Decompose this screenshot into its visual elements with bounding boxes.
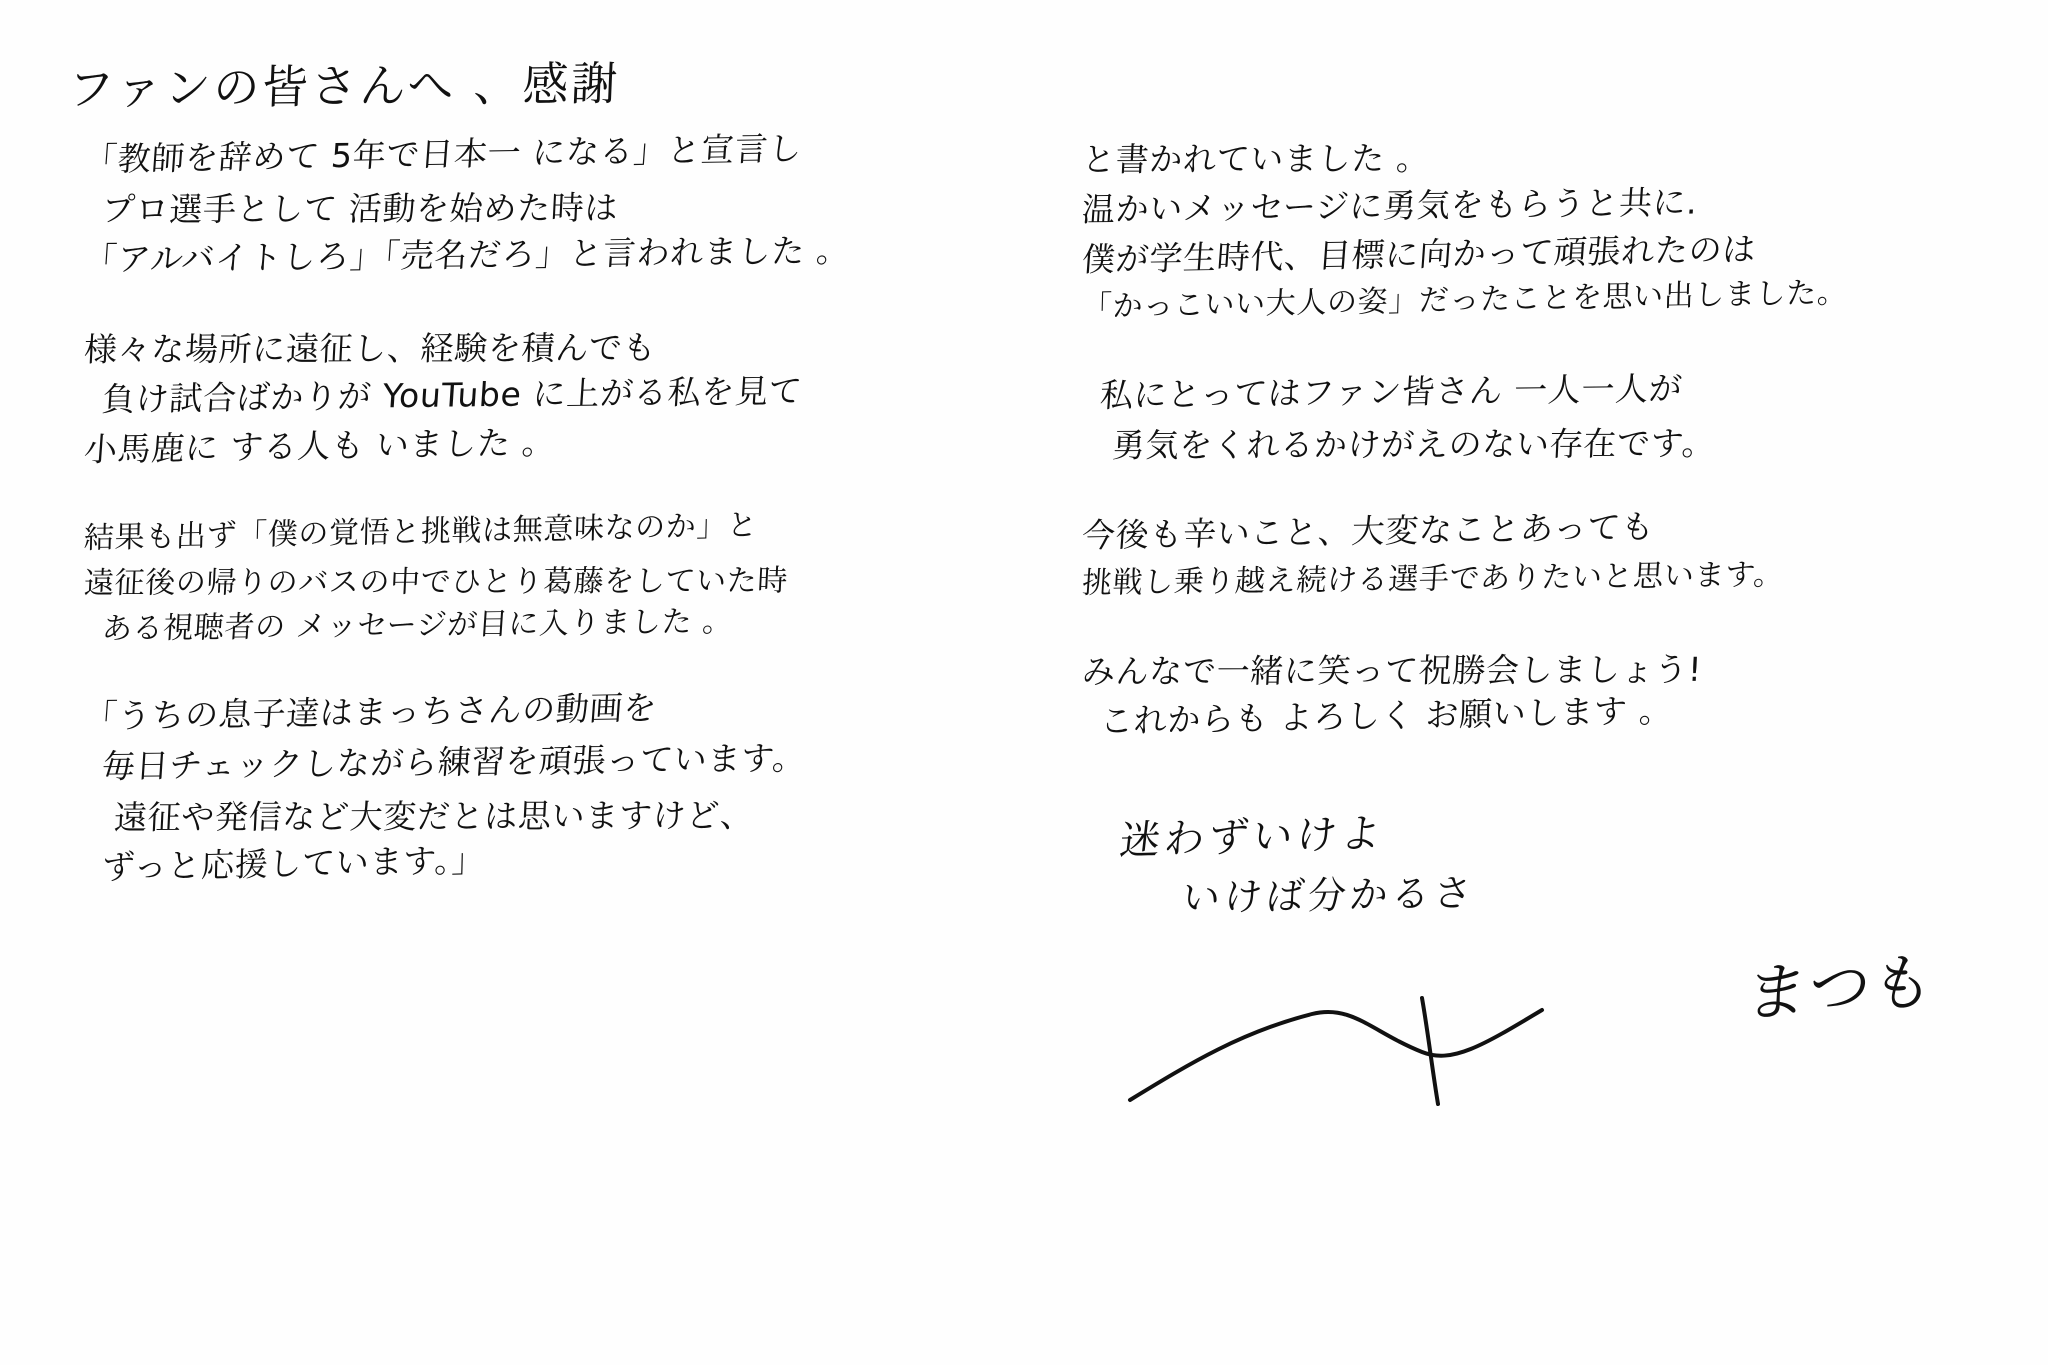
signature-flourish-icon [1122,992,1592,1112]
text-line: ずっと応援しています。」 [101,840,486,887]
paragraph [82,688,998,893]
text-line: みんなで一緒に笑って祝勝会しましょう! [1081,649,1703,691]
text-line: 毎日チェックしながら練習を頑張っています。 [100,738,808,787]
page-title: ファンの皆さんへ 、感謝 [66,56,622,117]
text-line: と書かれていました 。 [1081,138,1431,179]
text-line: 私にとってはファン皆さん 一人一人が [1098,368,1684,415]
left-column [58,128,998,893]
text-line: 勇気をくれるかけがえのない存在です。 [1111,423,1717,465]
paragraph [1082,368,1996,471]
text-line: 挑戦し乗り越え続ける選手でありたいと思います。 [1080,557,1786,602]
paragraph [83,507,998,653]
text-line: プロ選手として 活動を始めた時は [101,187,620,229]
text-line: これからも よろしく お願いします 。 [1099,690,1673,741]
text-line: ある視聴者の メッセージが目に入りました 。 [100,603,735,647]
text-line: 僕が学生時代、目標に向かって頑張れたのは [1080,229,1758,279]
letter-body [58,128,1996,1122]
paragraph [1082,135,1996,331]
text-line: 負け試合ばかりが YouTube に上がる私を見て [100,371,804,419]
text-line: 遠征や発信など大変だとは思いますけど、 [113,795,755,837]
paragraph [84,325,998,475]
text-line: 「かっこいい大人の姿」だったことを思い出しました。 [1081,275,1848,326]
text-line: 今後も辛いこと、大変なことあっても [1080,506,1657,555]
text-line: 「うちの息子達はまっちさんの動画を [82,688,659,737]
paragraph [1082,647,1996,747]
text-line: 温かいメッセージに勇気をもらうと共に. [1080,182,1699,229]
paragraph [82,128,998,285]
text-line: 「アルバイトしろ」「売名だろ」と言われました 。 [82,230,852,279]
text-line: 様々な場所に遠征し、経験を積んでも [83,328,658,370]
signature-name: まつも [1742,944,1940,1032]
motto-line-2: いけば分かるさ [1179,870,1478,920]
signature-area [1082,932,1996,1122]
text-line: 結果も出ず「僕の覚悟と挑戦は無意味なのか」と [83,507,759,556]
text-line: 遠征後の帰りのバスの中でひとり葛藤をしていた時 [83,563,789,602]
paragraph [1080,506,1996,607]
text-line: 「教師を辞めて 5年で日本一 になる」と宣言し [82,128,804,179]
right-column [1068,135,1996,1122]
motto-line-1: 迷わずいけよ [1117,810,1388,865]
text-line: 小馬鹿に する人も いました 。 [82,422,558,470]
closing-motto [1082,811,1996,928]
